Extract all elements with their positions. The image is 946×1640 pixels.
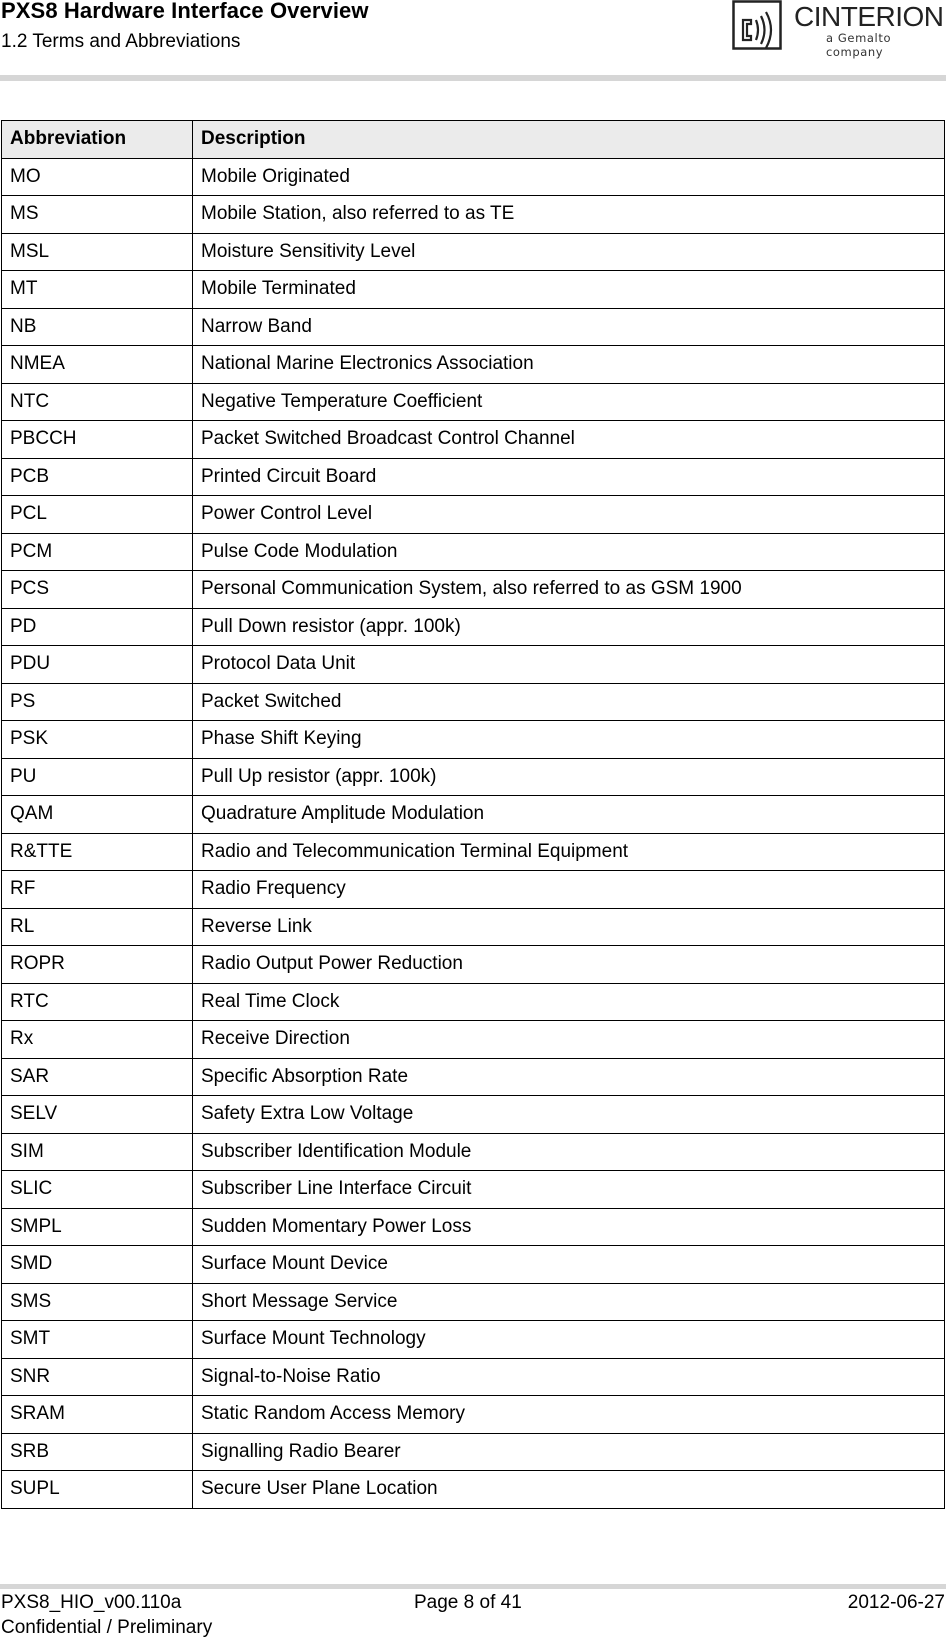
- abbreviation-cell: SAR: [2, 1058, 193, 1096]
- cinterion-signal-logo-icon: [732, 0, 782, 50]
- abbreviation-cell: SNR: [2, 1358, 193, 1396]
- table-row: [2, 1058, 945, 1096]
- abbreviation-cell: MO: [2, 158, 193, 196]
- footer-divider: [0, 1584, 946, 1589]
- table-row: [2, 871, 945, 909]
- description-cell: Moisture Sensitivity Level: [193, 233, 945, 271]
- page-number: Page 8 of 41: [414, 1592, 522, 1613]
- abbreviation-cell: PBCCH: [2, 421, 193, 459]
- description-cell: Signalling Radio Bearer: [193, 1433, 945, 1471]
- table-row: [2, 196, 945, 234]
- abbreviation-cell: NMEA: [2, 346, 193, 384]
- description-cell: Sudden Momentary Power Loss: [193, 1208, 945, 1246]
- abbreviation-cell: SMS: [2, 1283, 193, 1321]
- description-cell: National Marine Electronics Association: [193, 346, 945, 384]
- table-row: [2, 983, 945, 1021]
- abbreviation-cell: Rx: [2, 1021, 193, 1059]
- abbreviation-cell: RTC: [2, 983, 193, 1021]
- description-cell: Mobile Station, also referred to as TE: [193, 196, 945, 234]
- table-row: [2, 908, 945, 946]
- abbreviation-cell: PSK: [2, 721, 193, 759]
- table-row: [2, 1321, 945, 1359]
- table-row: [2, 796, 945, 834]
- description-cell: Specific Absorption Rate: [193, 1058, 945, 1096]
- section-title: 1.2 Terms and Abbreviations: [1, 31, 241, 52]
- abbreviation-cell: SRB: [2, 1433, 193, 1471]
- abbreviation-cell: SMT: [2, 1321, 193, 1359]
- abbreviation-cell: SUPL: [2, 1471, 193, 1509]
- table-row: [2, 1021, 945, 1059]
- description-cell: Negative Temperature Coefficient: [193, 383, 945, 421]
- abbreviation-cell: RF: [2, 871, 193, 909]
- description-cell: Short Message Service: [193, 1283, 945, 1321]
- description-cell: Subscriber Identification Module: [193, 1133, 945, 1171]
- table-row: [2, 571, 945, 609]
- abbreviation-cell: QAM: [2, 796, 193, 834]
- abbreviation-cell: SMPL: [2, 1208, 193, 1246]
- table-row: [2, 1471, 945, 1509]
- abbreviation-cell: PCM: [2, 533, 193, 571]
- table-row: [2, 383, 945, 421]
- abbreviation-cell: PCL: [2, 496, 193, 534]
- description-cell: Printed Circuit Board: [193, 458, 945, 496]
- table-row: [2, 721, 945, 759]
- document-title: PXS8 Hardware Interface Overview: [1, 0, 369, 23]
- table-body: [2, 158, 945, 1508]
- abbreviation-cell: SELV: [2, 1096, 193, 1134]
- description-cell: Power Control Level: [193, 496, 945, 534]
- table-row: [2, 158, 945, 196]
- description-cell: Radio Frequency: [193, 871, 945, 909]
- description-cell: Packet Switched: [193, 683, 945, 721]
- table-row: [2, 758, 945, 796]
- abbreviation-cell: ROPR: [2, 946, 193, 984]
- table-row: [2, 458, 945, 496]
- description-cell: Personal Communication System, also referred to as GSM 1900: [193, 571, 945, 609]
- table-row: [2, 946, 945, 984]
- abbreviation-cell: R&TTE: [2, 833, 193, 871]
- description-cell: Packet Switched Broadcast Control Channel: [193, 421, 945, 459]
- description-cell: Receive Direction: [193, 1021, 945, 1059]
- table-row: [2, 646, 945, 684]
- logo-wordmark: CINTERION: [794, 1, 944, 32]
- table-row: [2, 1096, 945, 1134]
- description-cell: Pull Up resistor (appr. 100k): [193, 758, 945, 796]
- description-cell: Secure User Plane Location: [193, 1471, 945, 1509]
- table-header-row: [2, 121, 945, 159]
- description-cell: Pulse Code Modulation: [193, 533, 945, 571]
- description-cell: Surface Mount Technology: [193, 1321, 945, 1359]
- table-row: [2, 608, 945, 646]
- description-cell: Reverse Link: [193, 908, 945, 946]
- description-cell: Mobile Terminated: [193, 271, 945, 309]
- abbreviation-cell: PCS: [2, 571, 193, 609]
- table-row: [2, 496, 945, 534]
- abbreviation-cell: PS: [2, 683, 193, 721]
- abbreviation-cell: NB: [2, 308, 193, 346]
- table-row: [2, 1171, 945, 1209]
- description-cell: Real Time Clock: [193, 983, 945, 1021]
- abbreviation-cell: PCB: [2, 458, 193, 496]
- table-row: [2, 308, 945, 346]
- abbreviation-cell: RL: [2, 908, 193, 946]
- abbreviation-cell: MT: [2, 271, 193, 309]
- abbreviation-cell: PU: [2, 758, 193, 796]
- abbreviation-cell: SMD: [2, 1246, 193, 1284]
- abbreviation-cell: SLIC: [2, 1171, 193, 1209]
- table-row: [2, 233, 945, 271]
- description-cell: Phase Shift Keying: [193, 721, 945, 759]
- document-id: PXS8_HIO_v00.110a: [1, 1592, 182, 1613]
- table-row: [2, 1358, 945, 1396]
- abbreviation-cell: NTC: [2, 383, 193, 421]
- document-date: 2012-06-27: [847, 1592, 945, 1613]
- header-divider: [0, 75, 946, 81]
- description-cell: Safety Extra Low Voltage: [193, 1096, 945, 1134]
- table-row: [2, 421, 945, 459]
- abbreviation-cell: MSL: [2, 233, 193, 271]
- abbreviation-cell: SRAM: [2, 1396, 193, 1434]
- description-cell: Subscriber Line Interface Circuit: [193, 1171, 945, 1209]
- company-logo: [732, 0, 946, 59]
- description-cell: Narrow Band: [193, 308, 945, 346]
- table-row: [2, 1133, 945, 1171]
- abbreviations-table: [1, 120, 945, 1509]
- description-cell: Protocol Data Unit: [193, 646, 945, 684]
- table-row: [2, 271, 945, 309]
- description-cell: Surface Mount Device: [193, 1246, 945, 1284]
- description-cell: Quadrature Amplitude Modulation: [193, 796, 945, 834]
- description-cell: Mobile Originated: [193, 158, 945, 196]
- classification: Confidential / Preliminary: [1, 1617, 213, 1638]
- table-row: [2, 833, 945, 871]
- description-cell: Pull Down resistor (appr. 100k): [193, 608, 945, 646]
- column-header-abbreviation: Abbreviation: [2, 121, 193, 159]
- table-row: [2, 1208, 945, 1246]
- table-row: [2, 533, 945, 571]
- description-cell: Signal-to-Noise Ratio: [193, 1358, 945, 1396]
- table-row: [2, 683, 945, 721]
- column-header-description: Description: [193, 121, 945, 159]
- table-row: [2, 1433, 945, 1471]
- table-row: [2, 346, 945, 384]
- abbreviation-cell: MS: [2, 196, 193, 234]
- abbreviation-cell: PDU: [2, 646, 193, 684]
- logo-tagline: a Gemalto company: [826, 31, 892, 59]
- table-row: [2, 1283, 945, 1321]
- description-cell: Radio Output Power Reduction: [193, 946, 945, 984]
- abbreviation-cell: PD: [2, 608, 193, 646]
- description-cell: Static Random Access Memory: [193, 1396, 945, 1434]
- table-row: [2, 1246, 945, 1284]
- abbreviation-cell: SIM: [2, 1133, 193, 1171]
- description-cell: Radio and Telecommunication Terminal Equipment: [193, 833, 945, 871]
- table-row: [2, 1396, 945, 1434]
